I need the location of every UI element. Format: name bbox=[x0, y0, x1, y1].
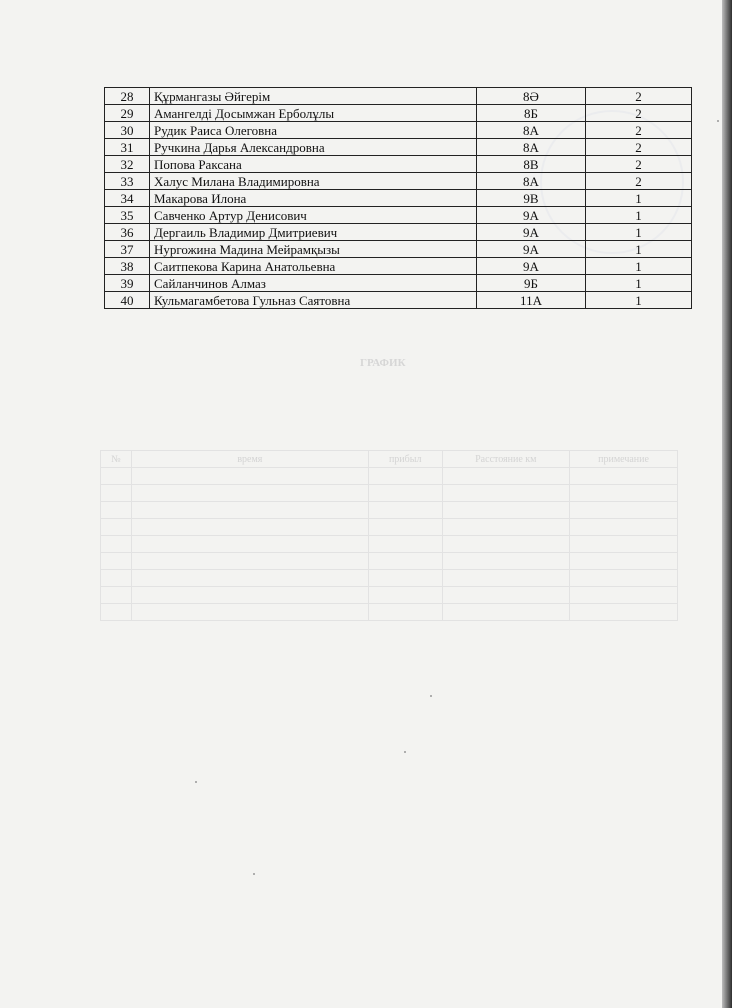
speck bbox=[253, 873, 255, 875]
value-cell: 1 bbox=[586, 258, 692, 275]
table-row bbox=[105, 156, 692, 173]
class-cell: 9А bbox=[477, 207, 586, 224]
student-name: Попова Раксана bbox=[150, 156, 477, 173]
ghost-schedule-table bbox=[100, 450, 678, 621]
table-row bbox=[105, 190, 692, 207]
student-name: Нургожина Мадина Мейрамқызы bbox=[150, 241, 477, 258]
ghost-row bbox=[101, 587, 678, 604]
table-row bbox=[105, 122, 692, 139]
table-row bbox=[105, 105, 692, 122]
student-name: Савченко Артур Денисович bbox=[150, 207, 477, 224]
student-name: Амангелді Досымжан Ерболұлы bbox=[150, 105, 477, 122]
student-name: Саитпекова Карина Анатольевна bbox=[150, 258, 477, 275]
ghost-header-row bbox=[101, 451, 678, 468]
ghost-row bbox=[101, 502, 678, 519]
ghost-header-cell: время bbox=[131, 451, 368, 468]
value-cell: 2 bbox=[586, 122, 692, 139]
value-cell: 2 bbox=[586, 88, 692, 105]
class-cell: 8А bbox=[477, 139, 586, 156]
speck bbox=[195, 781, 197, 783]
ghost-row bbox=[101, 553, 678, 570]
row-number: 34 bbox=[105, 190, 150, 207]
ghost-header-cell: прибыл bbox=[368, 451, 442, 468]
speck bbox=[404, 751, 406, 753]
row-number: 29 bbox=[105, 105, 150, 122]
value-cell: 2 bbox=[586, 105, 692, 122]
student-name: Сайланчинов Алмаз bbox=[150, 275, 477, 292]
table-row bbox=[105, 241, 692, 258]
ghost-row bbox=[101, 468, 678, 485]
row-number: 40 bbox=[105, 292, 150, 309]
class-cell: 9А bbox=[477, 241, 586, 258]
ghost-header-cell: примечание bbox=[570, 451, 678, 468]
row-number: 38 bbox=[105, 258, 150, 275]
ghost-row bbox=[101, 604, 678, 621]
student-name: Макарова Илона bbox=[150, 190, 477, 207]
row-number: 33 bbox=[105, 173, 150, 190]
value-cell: 2 bbox=[586, 139, 692, 156]
student-name: Рудик Раиса Олеговна bbox=[150, 122, 477, 139]
row-number: 32 bbox=[105, 156, 150, 173]
class-cell: 9В bbox=[477, 190, 586, 207]
value-cell: 1 bbox=[586, 207, 692, 224]
class-cell: 8А bbox=[477, 122, 586, 139]
table-row bbox=[105, 258, 692, 275]
row-number: 28 bbox=[105, 88, 150, 105]
ghost-row bbox=[101, 570, 678, 587]
student-name: Ручкина Дарья Александровна bbox=[150, 139, 477, 156]
value-cell: 1 bbox=[586, 190, 692, 207]
row-number: 39 bbox=[105, 275, 150, 292]
class-cell: 11А bbox=[477, 292, 586, 309]
ghost-row bbox=[101, 485, 678, 502]
speck bbox=[717, 120, 719, 122]
class-cell: 9А bbox=[477, 258, 586, 275]
table-row bbox=[105, 224, 692, 241]
row-number: 37 bbox=[105, 241, 150, 258]
value-cell: 1 bbox=[586, 275, 692, 292]
row-number: 35 bbox=[105, 207, 150, 224]
class-cell: 8В bbox=[477, 156, 586, 173]
value-cell: 1 bbox=[586, 224, 692, 241]
table-row bbox=[105, 173, 692, 190]
ghost-row bbox=[101, 519, 678, 536]
table-row bbox=[105, 292, 692, 309]
table-row bbox=[105, 88, 692, 105]
student-table bbox=[104, 87, 692, 309]
class-cell: 9А bbox=[477, 224, 586, 241]
speck bbox=[430, 695, 432, 697]
scan-edge bbox=[722, 0, 732, 1008]
ghost-header-cell: № bbox=[101, 451, 132, 468]
class-cell: 9Б bbox=[477, 275, 586, 292]
class-cell: 8А bbox=[477, 173, 586, 190]
table-row bbox=[105, 207, 692, 224]
row-number: 30 bbox=[105, 122, 150, 139]
value-cell: 1 bbox=[586, 292, 692, 309]
ghost-title: ГРАФИК bbox=[360, 357, 406, 369]
value-cell: 2 bbox=[586, 173, 692, 190]
student-name: Дергаиль Владимир Дмитриевич bbox=[150, 224, 477, 241]
table-row bbox=[105, 275, 692, 292]
value-cell: 1 bbox=[586, 241, 692, 258]
row-number: 31 bbox=[105, 139, 150, 156]
ghost-header-cell: Расстояние км bbox=[442, 451, 570, 468]
student-name: Құрмангазы Әйгерім bbox=[150, 88, 477, 105]
class-cell: 8Б bbox=[477, 105, 586, 122]
class-cell: 8Ә bbox=[477, 88, 586, 105]
row-number: 36 bbox=[105, 224, 150, 241]
table-row bbox=[105, 139, 692, 156]
ghost-row bbox=[101, 536, 678, 553]
value-cell: 2 bbox=[586, 156, 692, 173]
student-name: Халус Милана Владимировна bbox=[150, 173, 477, 190]
student-name: Кульмагамбетова Гульназ Саятовна bbox=[150, 292, 477, 309]
